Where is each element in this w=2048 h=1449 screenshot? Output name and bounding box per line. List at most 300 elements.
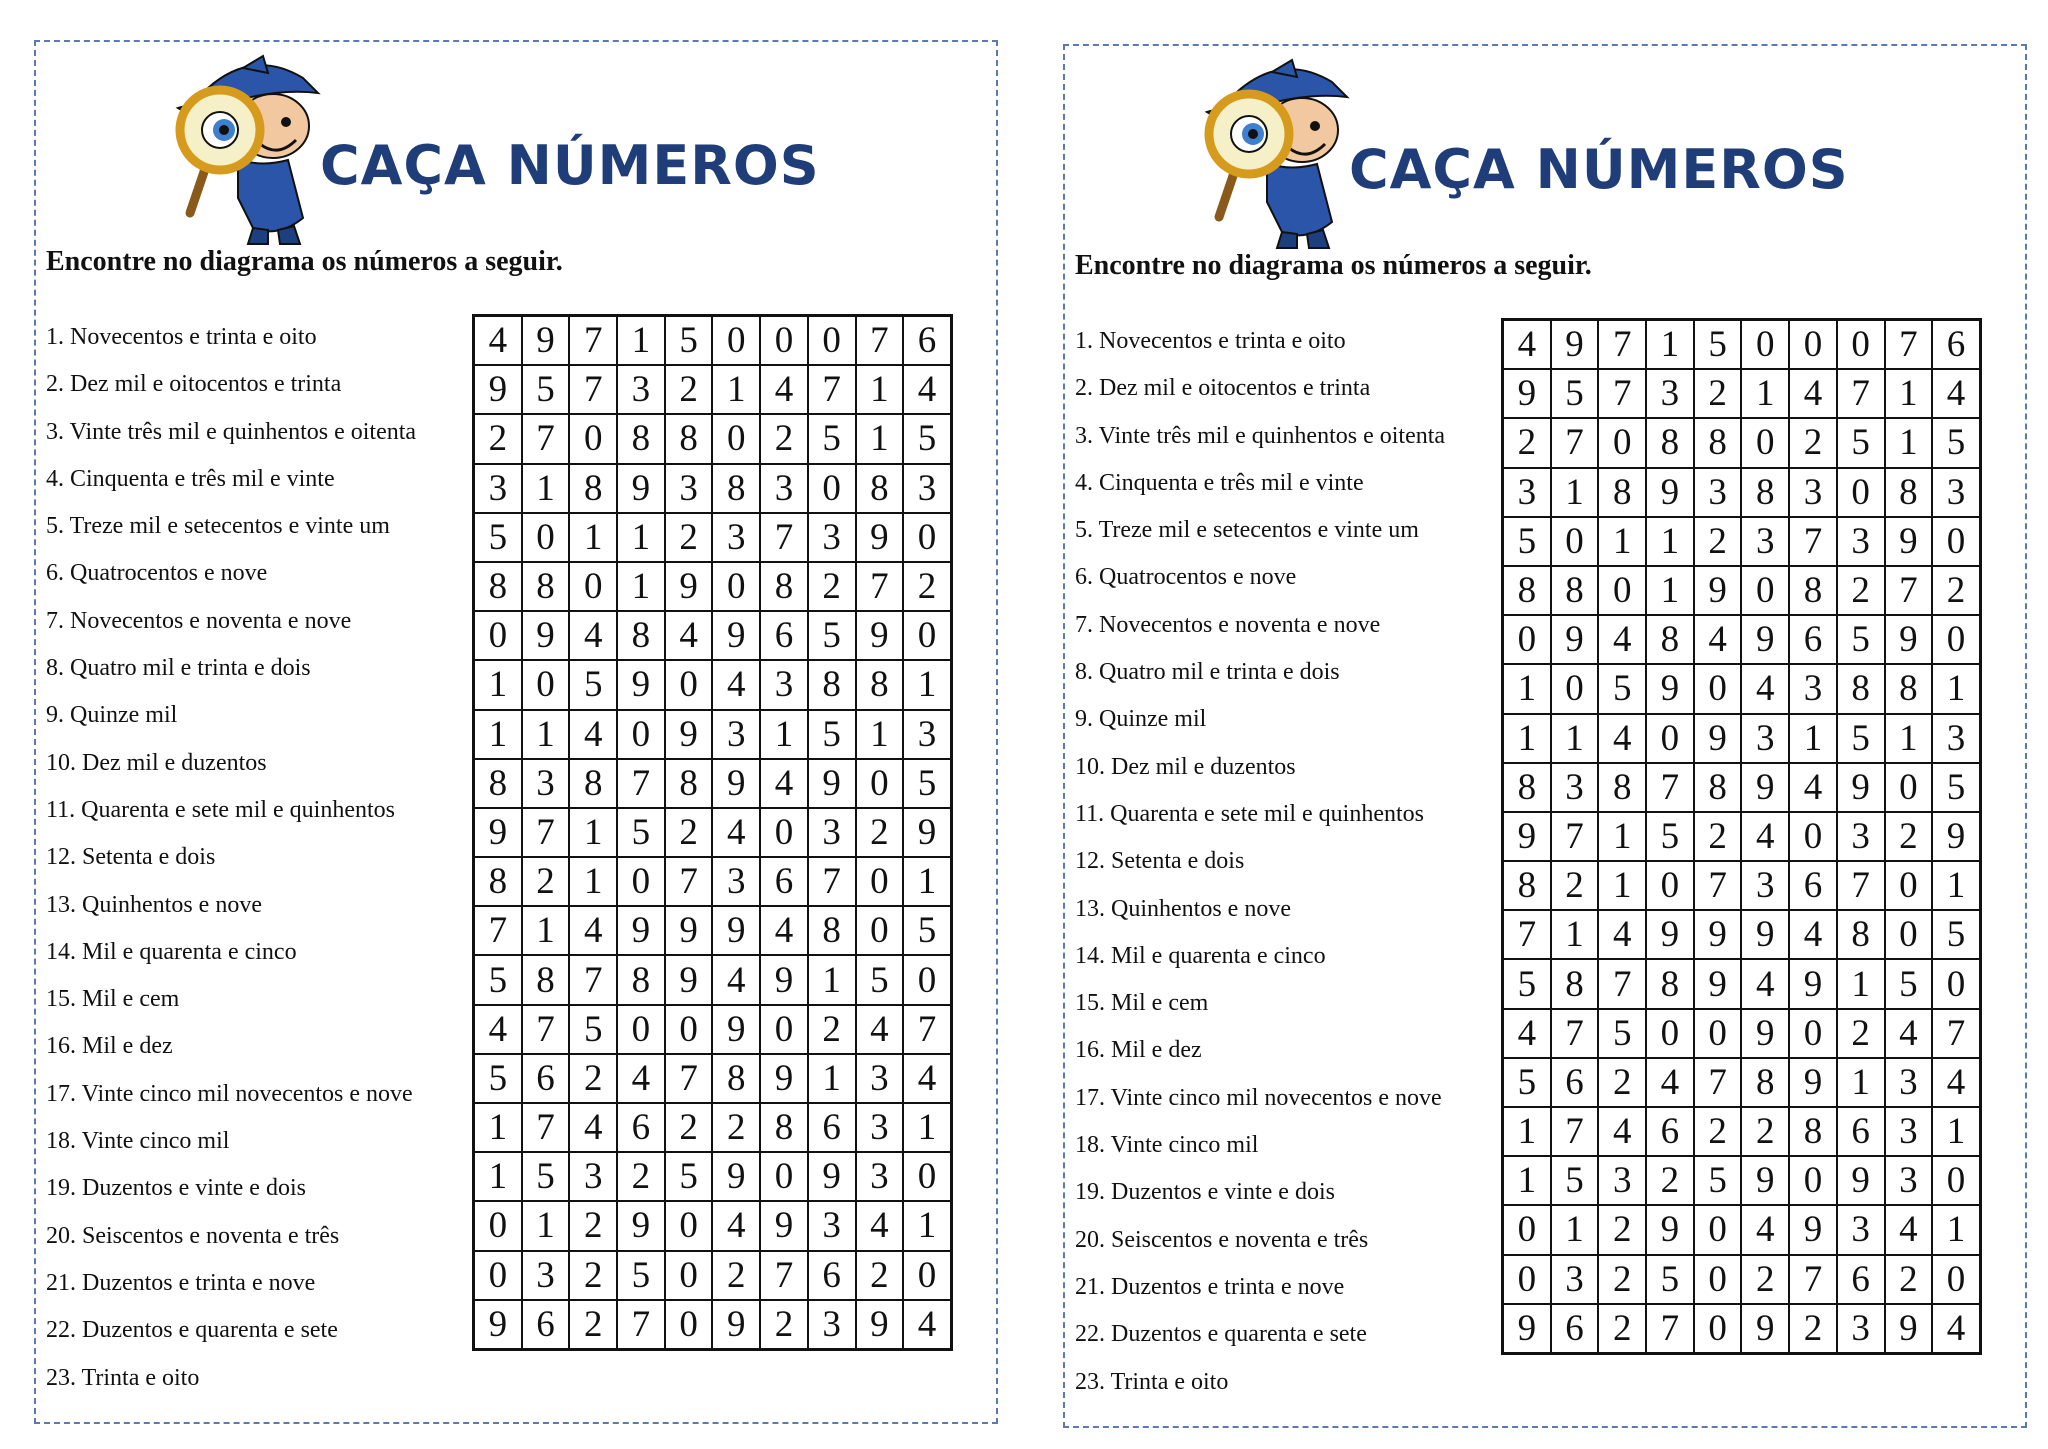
- grid-cell: 0: [1694, 1255, 1742, 1304]
- grid-row: [474, 1300, 952, 1350]
- list-item: 4. Cinquenta e três mil e vinte: [46, 465, 335, 492]
- grid-cell: 2: [1885, 812, 1933, 861]
- grid-cell: 1: [1551, 910, 1599, 959]
- list-item: 20. Seiscentos e noventa e três: [1075, 1226, 1369, 1253]
- grid-row: [474, 611, 952, 660]
- grid-cell: 4: [1741, 664, 1789, 713]
- instruction-text: Encontre no diagrama os números a seguir.: [46, 246, 563, 277]
- grid-cell: 0: [665, 1251, 713, 1300]
- grid-cell: 5: [1837, 714, 1885, 763]
- grid-cell: 9: [617, 660, 665, 709]
- grid-cell: 8: [1837, 664, 1885, 713]
- grid-cell: 5: [569, 1005, 617, 1054]
- grid-cell: 5: [1694, 320, 1742, 370]
- grid-cell: 0: [569, 414, 617, 463]
- grid-cell: 3: [856, 1103, 904, 1152]
- grid-cell: 4: [1789, 369, 1837, 418]
- grid-cell: 3: [808, 1300, 856, 1350]
- grid-cell: 1: [1932, 1205, 1980, 1254]
- grid-cell: 3: [1837, 517, 1885, 566]
- grid-cell: 5: [1646, 812, 1694, 861]
- grid-cell: 8: [1646, 418, 1694, 467]
- grid-cell: 0: [1741, 320, 1789, 370]
- grid-cell: 4: [1598, 1107, 1646, 1156]
- list-item: 17. Vinte cinco mil novecentos e nove: [1075, 1084, 1442, 1111]
- grid-cell: 9: [856, 1300, 904, 1350]
- grid-cell: 5: [1598, 664, 1646, 713]
- grid-cell: 0: [856, 759, 904, 808]
- grid-cell: 9: [856, 513, 904, 562]
- grid-cell: 4: [1932, 1304, 1980, 1354]
- page-title: CAÇA NÚMEROS: [1349, 138, 1849, 201]
- grid-cell: 1: [617, 316, 665, 366]
- grid-row: [474, 1103, 952, 1152]
- grid-cell: 5: [1932, 763, 1980, 812]
- grid-cell: 9: [1885, 1304, 1933, 1354]
- grid-cell: 5: [474, 1054, 522, 1103]
- grid-cell: 0: [903, 1251, 951, 1300]
- grid-cell: 5: [1598, 1009, 1646, 1058]
- grid-cell: 7: [1598, 959, 1646, 1008]
- grid-cell: 5: [1646, 1255, 1694, 1304]
- grid-cell: 9: [1694, 714, 1742, 763]
- grid-cell: 8: [712, 1054, 760, 1103]
- grid-row: [474, 906, 952, 955]
- grid-cell: 2: [665, 513, 713, 562]
- grid-cell: 4: [712, 1201, 760, 1250]
- grid-row: [474, 562, 952, 611]
- grid-cell: 1: [808, 1054, 856, 1103]
- grid-cell: 1: [1551, 468, 1599, 517]
- grid-cell: 6: [903, 316, 951, 366]
- list-item: 14. Mil e quarenta e cinco: [1075, 942, 1326, 969]
- grid-cell: 4: [617, 1054, 665, 1103]
- grid-cell: 7: [474, 906, 522, 955]
- grid-row: [474, 365, 952, 414]
- grid-cell: 3: [856, 1152, 904, 1201]
- grid-cell: 1: [1932, 1107, 1980, 1156]
- grid-cell: 5: [617, 808, 665, 857]
- grid-cell: 5: [569, 660, 617, 709]
- grid-cell: 2: [712, 1103, 760, 1152]
- grid-cell: 2: [569, 1201, 617, 1250]
- grid-cell: 9: [665, 562, 713, 611]
- grid-cell: 4: [1885, 1009, 1933, 1058]
- grid-row: [1503, 664, 1981, 713]
- grid-cell: 9: [1646, 468, 1694, 517]
- grid-cell: 0: [903, 955, 951, 1004]
- grid-cell: 1: [1646, 566, 1694, 615]
- grid-cell: 0: [665, 1005, 713, 1054]
- grid-cell: 2: [760, 414, 808, 463]
- grid-row: [1503, 1156, 1981, 1205]
- number-search-grid: [1501, 318, 1982, 1355]
- grid-cell: 9: [474, 365, 522, 414]
- grid-cell: 8: [1646, 959, 1694, 1008]
- list-item: 19. Duzentos e vinte e dois: [1075, 1179, 1335, 1206]
- grid-cell: 9: [1694, 566, 1742, 615]
- grid-row: [1503, 861, 1981, 910]
- grid-cell: 2: [760, 1300, 808, 1350]
- grid-cell: 3: [1837, 812, 1885, 861]
- list-item: 9. Quinze mil: [1075, 706, 1207, 733]
- grid-cell: 5: [617, 1251, 665, 1300]
- grid-cell: 1: [522, 464, 570, 513]
- grid-row: [474, 857, 952, 906]
- grid-cell: 7: [617, 759, 665, 808]
- grid-cell: 0: [617, 710, 665, 759]
- grid-cell: 9: [1741, 763, 1789, 812]
- grid-cell: 0: [1789, 320, 1837, 370]
- grid-cell: 2: [1789, 1304, 1837, 1354]
- grid-cell: 7: [1646, 1304, 1694, 1354]
- grid-cell: 9: [712, 1300, 760, 1350]
- grid-row: [1503, 468, 1981, 517]
- detective-mascot-icon: [1197, 52, 1367, 252]
- grid-cell: 0: [712, 562, 760, 611]
- grid-cell: 5: [665, 316, 713, 366]
- list-item: 13. Quinhentos e nove: [46, 891, 262, 918]
- grid-cell: 0: [1551, 664, 1599, 713]
- grid-cell: 9: [712, 759, 760, 808]
- grid-cell: 9: [1551, 615, 1599, 664]
- grid-cell: 9: [1503, 369, 1551, 418]
- grid-cell: 9: [1837, 763, 1885, 812]
- grid-cell: 7: [617, 1300, 665, 1350]
- grid-cell: 4: [569, 611, 617, 660]
- grid-row: [1503, 320, 1981, 370]
- grid-cell: 7: [1885, 566, 1933, 615]
- grid-cell: 5: [808, 414, 856, 463]
- grid-cell: 8: [1598, 468, 1646, 517]
- grid-row: [1503, 369, 1981, 418]
- grid-cell: 1: [903, 660, 951, 709]
- grid-cell: 2: [617, 1152, 665, 1201]
- grid-cell: 0: [760, 808, 808, 857]
- grid-cell: 8: [617, 955, 665, 1004]
- grid-cell: 9: [1789, 959, 1837, 1008]
- grid-cell: 4: [1646, 1058, 1694, 1107]
- grid-cell: 5: [1503, 1058, 1551, 1107]
- grid-cell: 1: [522, 710, 570, 759]
- grid-row: [474, 955, 952, 1004]
- grid-cell: 0: [1694, 1304, 1742, 1354]
- list-item: 9. Quinze mil: [46, 702, 178, 729]
- grid-cell: 4: [760, 906, 808, 955]
- grid-cell: 1: [903, 1103, 951, 1152]
- grid-cell: 1: [1885, 714, 1933, 763]
- grid-cell: 4: [1598, 615, 1646, 664]
- grid-cell: 7: [1503, 910, 1551, 959]
- grid-cell: 1: [569, 857, 617, 906]
- grid-cell: 1: [856, 365, 904, 414]
- grid-cell: 9: [712, 1005, 760, 1054]
- list-item: 5. Treze mil e setecentos e vinte um: [46, 513, 390, 540]
- grid-cell: 8: [1885, 468, 1933, 517]
- grid-cell: 1: [522, 906, 570, 955]
- grid-cell: 1: [1837, 1058, 1885, 1107]
- detective-mascot-icon: [168, 48, 338, 248]
- grid-cell: 0: [1646, 1009, 1694, 1058]
- grid-cell: 4: [712, 660, 760, 709]
- grid-cell: 9: [1694, 910, 1742, 959]
- grid-cell: 0: [1598, 418, 1646, 467]
- grid-cell: 3: [522, 1251, 570, 1300]
- grid-cell: 0: [903, 513, 951, 562]
- grid-cell: 5: [903, 906, 951, 955]
- grid-cell: 5: [808, 611, 856, 660]
- grid-cell: 3: [1789, 664, 1837, 713]
- grid-cell: 0: [617, 1005, 665, 1054]
- grid-cell: 6: [522, 1300, 570, 1350]
- grid-cell: 0: [856, 857, 904, 906]
- grid-cell: 1: [760, 710, 808, 759]
- grid-cell: 7: [808, 857, 856, 906]
- grid-cell: 0: [1694, 1009, 1742, 1058]
- grid-cell: 2: [1598, 1304, 1646, 1354]
- grid-cell: 0: [1932, 615, 1980, 664]
- grid-cell: 8: [1885, 664, 1933, 713]
- list-item: 15. Mil e cem: [1075, 990, 1209, 1017]
- list-item: 21. Duzentos e trinta e nove: [46, 1269, 316, 1296]
- grid-cell: 8: [760, 562, 808, 611]
- grid-cell: 3: [1789, 468, 1837, 517]
- grid-cell: 0: [1885, 763, 1933, 812]
- number-search-grid: [472, 314, 953, 1351]
- grid-cell: 1: [617, 562, 665, 611]
- grid-cell: 8: [712, 464, 760, 513]
- grid-cell: 2: [1694, 517, 1742, 566]
- grid-cell: 1: [903, 857, 951, 906]
- grid-cell: 7: [1551, 1009, 1599, 1058]
- grid-cell: 3: [808, 513, 856, 562]
- grid-cell: 7: [522, 1005, 570, 1054]
- grid-cell: 4: [1598, 714, 1646, 763]
- grid-cell: 9: [1789, 1058, 1837, 1107]
- grid-cell: 7: [760, 1251, 808, 1300]
- grid-cell: 1: [1646, 517, 1694, 566]
- grid-cell: 9: [1503, 1304, 1551, 1354]
- grid-cell: 0: [1837, 320, 1885, 370]
- grid-row: [1503, 763, 1981, 812]
- grid-cell: 9: [808, 1152, 856, 1201]
- grid-cell: 5: [1503, 959, 1551, 1008]
- list-item: 1. Novecentos e trinta e oito: [46, 324, 317, 350]
- grid-row: [474, 414, 952, 463]
- grid-cell: 0: [712, 316, 760, 366]
- grid-cell: 9: [617, 906, 665, 955]
- grid-cell: 0: [1694, 664, 1742, 713]
- grid-cell: 2: [1837, 566, 1885, 615]
- grid-cell: 5: [903, 414, 951, 463]
- grid-cell: 4: [903, 1054, 951, 1103]
- grid-cell: 0: [1932, 517, 1980, 566]
- grid-cell: 6: [522, 1054, 570, 1103]
- list-item: 2. Dez mil e oitocentos e trinta: [1075, 375, 1371, 402]
- list-item: 6. Quatrocentos e nove: [46, 560, 268, 587]
- list-item: 10. Dez mil e duzentos: [46, 749, 267, 776]
- grid-cell: 9: [1741, 1304, 1789, 1354]
- grid-row: [474, 316, 952, 366]
- grid-cell: 8: [1837, 910, 1885, 959]
- grid-cell: 7: [1551, 812, 1599, 861]
- grid-cell: 1: [1885, 369, 1933, 418]
- grid-cell: 8: [1551, 959, 1599, 1008]
- grid-cell: 2: [856, 1251, 904, 1300]
- grid-cell: 6: [1789, 615, 1837, 664]
- grid-cell: 7: [856, 316, 904, 366]
- grid-cell: 2: [808, 1005, 856, 1054]
- grid-cell: 2: [1694, 1107, 1742, 1156]
- grid-cell: 8: [1694, 763, 1742, 812]
- grid-row: [474, 710, 952, 759]
- grid-cell: 5: [856, 955, 904, 1004]
- list-item: 15. Mil e cem: [46, 986, 180, 1013]
- grid-cell: 3: [1598, 1156, 1646, 1205]
- grid-cell: 8: [522, 955, 570, 1004]
- list-item: 3. Vinte três mil e quinhentos e oitenta: [46, 418, 417, 445]
- grid-cell: 4: [569, 906, 617, 955]
- grid-cell: 8: [1503, 763, 1551, 812]
- list-item: 23. Trinta e oito: [46, 1364, 200, 1391]
- grid-cell: 1: [903, 1201, 951, 1250]
- grid-cell: 3: [665, 464, 713, 513]
- grid-cell: 3: [617, 365, 665, 414]
- grid-cell: 8: [808, 906, 856, 955]
- grid-cell: 9: [903, 808, 951, 857]
- grid-cell: 6: [1932, 320, 1980, 370]
- grid-cell: 9: [522, 611, 570, 660]
- grid-cell: 2: [1503, 418, 1551, 467]
- grid-cell: 7: [1598, 320, 1646, 370]
- list-item: 20. Seiscentos e noventa e três: [46, 1222, 340, 1249]
- grid-cell: 5: [1551, 369, 1599, 418]
- grid-cell: 7: [522, 414, 570, 463]
- list-item: 22. Duzentos e quarenta e sete: [1075, 1321, 1367, 1348]
- grid-cell: 0: [1694, 1205, 1742, 1254]
- grid-cell: 2: [1885, 1255, 1933, 1304]
- list-item: 18. Vinte cinco mil: [46, 1128, 230, 1155]
- grid-cell: 2: [1551, 861, 1599, 910]
- grid-cell: 4: [1789, 763, 1837, 812]
- list-item: 11. Quarenta e sete mil e quinhentos: [46, 796, 396, 823]
- list-item: 2. Dez mil e oitocentos e trinta: [46, 371, 342, 398]
- grid-cell: 7: [1551, 1107, 1599, 1156]
- grid-cell: 0: [665, 1201, 713, 1250]
- grid-cell: 3: [474, 464, 522, 513]
- grid-row: [474, 464, 952, 513]
- grid-cell: 2: [1694, 369, 1742, 418]
- grid-cell: 1: [1741, 369, 1789, 418]
- grid-cell: 9: [1646, 664, 1694, 713]
- grid-cell: 4: [712, 808, 760, 857]
- grid-cell: 6: [617, 1103, 665, 1152]
- grid-row: [1503, 1205, 1981, 1254]
- grid-cell: 2: [665, 808, 713, 857]
- list-item: 17. Vinte cinco mil novecentos e nove: [46, 1080, 413, 1107]
- list-item: 12. Setenta e dois: [46, 844, 216, 871]
- grid-cell: 1: [474, 1152, 522, 1201]
- grid-cell: 2: [1741, 1107, 1789, 1156]
- grid-row: [474, 808, 952, 857]
- grid-cell: 0: [1837, 468, 1885, 517]
- grid-cell: 4: [1741, 959, 1789, 1008]
- grid-cell: 6: [760, 857, 808, 906]
- grid-cell: 3: [569, 1152, 617, 1201]
- list-item: 12. Setenta e dois: [1075, 848, 1245, 875]
- grid-cell: 7: [1694, 861, 1742, 910]
- grid-cell: 1: [474, 660, 522, 709]
- grid-cell: 4: [665, 611, 713, 660]
- grid-cell: 2: [903, 562, 951, 611]
- list-item: 13. Quinhentos e nove: [1075, 895, 1291, 922]
- grid-cell: 7: [665, 1054, 713, 1103]
- grid-cell: 0: [1741, 418, 1789, 467]
- grid-cell: 9: [522, 316, 570, 366]
- grid-cell: 7: [569, 365, 617, 414]
- grid-cell: 0: [1789, 1009, 1837, 1058]
- grid-cell: 6: [1646, 1107, 1694, 1156]
- grid-cell: 9: [760, 1054, 808, 1103]
- grid-cell: 4: [760, 365, 808, 414]
- grid-cell: 5: [1694, 1156, 1742, 1205]
- grid-cell: 8: [1789, 566, 1837, 615]
- grid-cell: 0: [760, 1005, 808, 1054]
- grid-cell: 9: [856, 611, 904, 660]
- grid-cell: 5: [522, 365, 570, 414]
- grid-cell: 9: [808, 759, 856, 808]
- grid-cell: 9: [712, 611, 760, 660]
- grid-cell: 7: [1932, 1009, 1980, 1058]
- list-item: 23. Trinta e oito: [1075, 1368, 1229, 1395]
- grid-cell: 6: [1551, 1304, 1599, 1354]
- grid-cell: 8: [1503, 861, 1551, 910]
- grid-cell: 8: [760, 1103, 808, 1152]
- grid-cell: 4: [1885, 1205, 1933, 1254]
- grid-cell: 8: [665, 759, 713, 808]
- grid-cell: 7: [569, 316, 617, 366]
- grid-cell: 4: [1741, 1205, 1789, 1254]
- grid-row: [474, 1054, 952, 1103]
- grid-cell: 8: [856, 660, 904, 709]
- grid-cell: 7: [1789, 517, 1837, 566]
- grid-cell: 5: [1837, 615, 1885, 664]
- list-item: 8. Quatro mil e trinta e dois: [46, 655, 311, 682]
- grid-row: [1503, 566, 1981, 615]
- list-item: 21. Duzentos e trinta e nove: [1075, 1273, 1345, 1300]
- grid-cell: 3: [1741, 517, 1789, 566]
- grid-cell: 9: [1885, 615, 1933, 664]
- grid-cell: 2: [474, 414, 522, 463]
- grid-row: [1503, 1009, 1981, 1058]
- grid-cell: 1: [617, 513, 665, 562]
- grid-cell: 0: [1932, 959, 1980, 1008]
- grid-cell: 3: [760, 464, 808, 513]
- grid-cell: 9: [712, 1152, 760, 1201]
- grid-cell: 0: [903, 611, 951, 660]
- list-item: 16. Mil e dez: [46, 1033, 173, 1060]
- grid-cell: 9: [712, 906, 760, 955]
- grid-cell: 0: [665, 1300, 713, 1350]
- grid-cell: 0: [617, 857, 665, 906]
- grid-cell: 9: [1741, 1156, 1789, 1205]
- grid-cell: 2: [712, 1251, 760, 1300]
- grid-cell: 7: [808, 365, 856, 414]
- grid-cell: 5: [1837, 418, 1885, 467]
- grid-cell: 5: [903, 759, 951, 808]
- grid-cell: 9: [1646, 910, 1694, 959]
- grid-cell: 2: [1598, 1255, 1646, 1304]
